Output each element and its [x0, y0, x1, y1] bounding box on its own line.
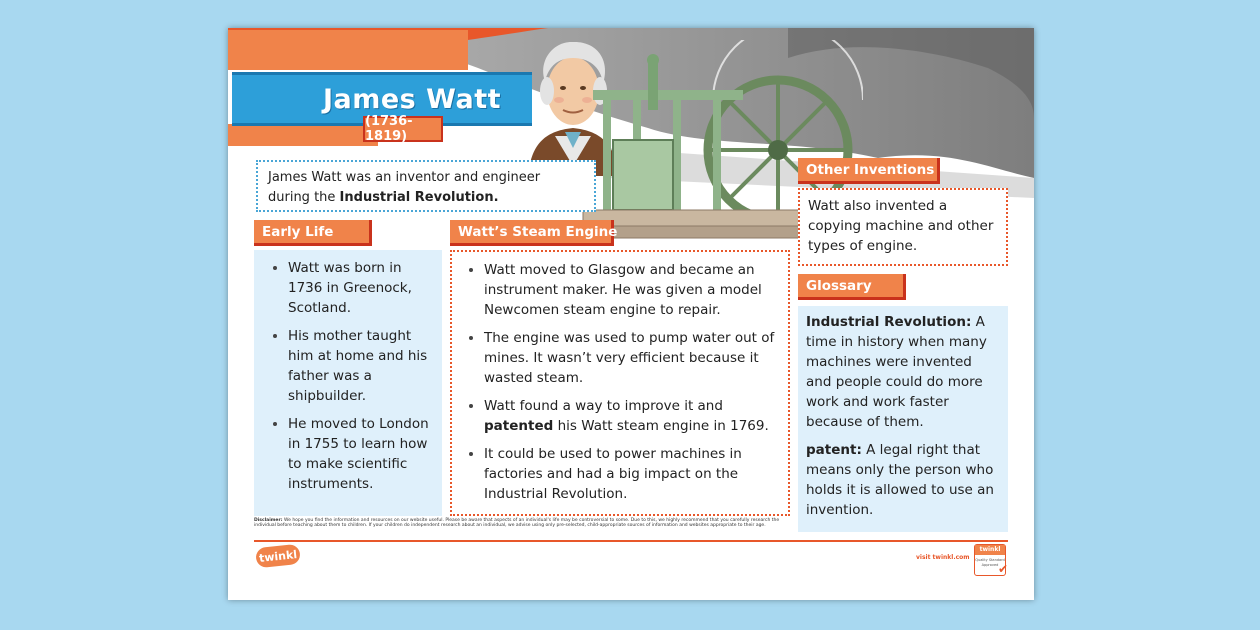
glossary-term: Industrial Revolution: [806, 314, 972, 330]
award-title: twinkl [975, 545, 1005, 555]
early-life-list [260, 258, 434, 494]
disclaimer-label: Disclaimer: [254, 518, 283, 523]
glossary-entry [806, 312, 1000, 432]
other-inventions-heading: Other Inventions [798, 158, 940, 184]
dates-badge: (1736-1819) [363, 116, 443, 142]
steam-engine-heading: Watt’s Steam Engine [450, 220, 614, 246]
early-life-heading: Early Life [254, 220, 372, 246]
twinkl-logo[interactable]: twinkl [255, 544, 301, 568]
disclaimer-text: We hope you find the information and resources on our website useful. Please be aware that aspects of an individual's life may be controversial to some. Due to this, we highly recommend that you carefully research the individual before teaching about them to children. If your children do independent research about an individual, we advise using only pre-selected, child-appropriate sources of information and websites appropriate to their age. [254, 518, 780, 529]
fact-sheet [228, 28, 1034, 600]
disclaimer [254, 518, 794, 529]
glossary-definition: A legal right that means only the person who holds it is allowed to use an invention. [806, 442, 994, 518]
item-text: Watt found a way to improve it and [484, 398, 723, 414]
footer-divider [254, 540, 1008, 542]
list-item: • His mother taught him at home and his father was a shipbuilder. [288, 326, 434, 406]
intro-text-bold: Industrial Revolution. [339, 190, 499, 205]
page-title: James Watt [322, 83, 502, 115]
item-bold: patented [484, 418, 554, 434]
glossary-term: patent: [806, 442, 862, 458]
list-item: • Watt moved to Glasgow and became an instrument maker. He was given a model Newcomen steam engine to repair. [484, 260, 776, 320]
glossary-definition: A time in history when many machines were invented and people could do more work and work faster because of them. [806, 314, 987, 430]
early-life-panel [254, 250, 442, 516]
intro-box [256, 160, 596, 212]
steam-engine-panel [450, 250, 790, 516]
glossary-panel [798, 306, 1008, 532]
list-item: • The engine was used to pump water out of mines. It wasn’t very efficient because it wasted steam. [484, 328, 776, 388]
steam-engine-list [456, 260, 776, 504]
check-icon: ✔ [997, 562, 1008, 576]
glossary-heading: Glossary [798, 274, 906, 300]
intro-text: James Watt was an inventor and engineer during the [268, 170, 541, 205]
visit-link[interactable]: visit twinkl.com [916, 554, 970, 561]
award-text: Quality Standard Approved [975, 558, 1005, 567]
list-item: • Watt was born in 1736 in Greenock, Scotland. [288, 258, 434, 318]
list-item [484, 396, 776, 436]
other-inventions-panel [798, 188, 1008, 266]
list-item: • It could be used to power machines in factories and had a big impact on the Industrial Revolution. [484, 444, 776, 504]
list-item: • He moved to London in 1755 to learn how to make scientific instruments. [288, 414, 434, 494]
quality-award-badge [974, 544, 1006, 576]
other-inventions-text: Watt also invented a copying machine and other types of engine. [808, 198, 994, 254]
glossary-entry [806, 440, 1000, 520]
item-text: his Watt steam engine in 1769. [553, 418, 769, 434]
